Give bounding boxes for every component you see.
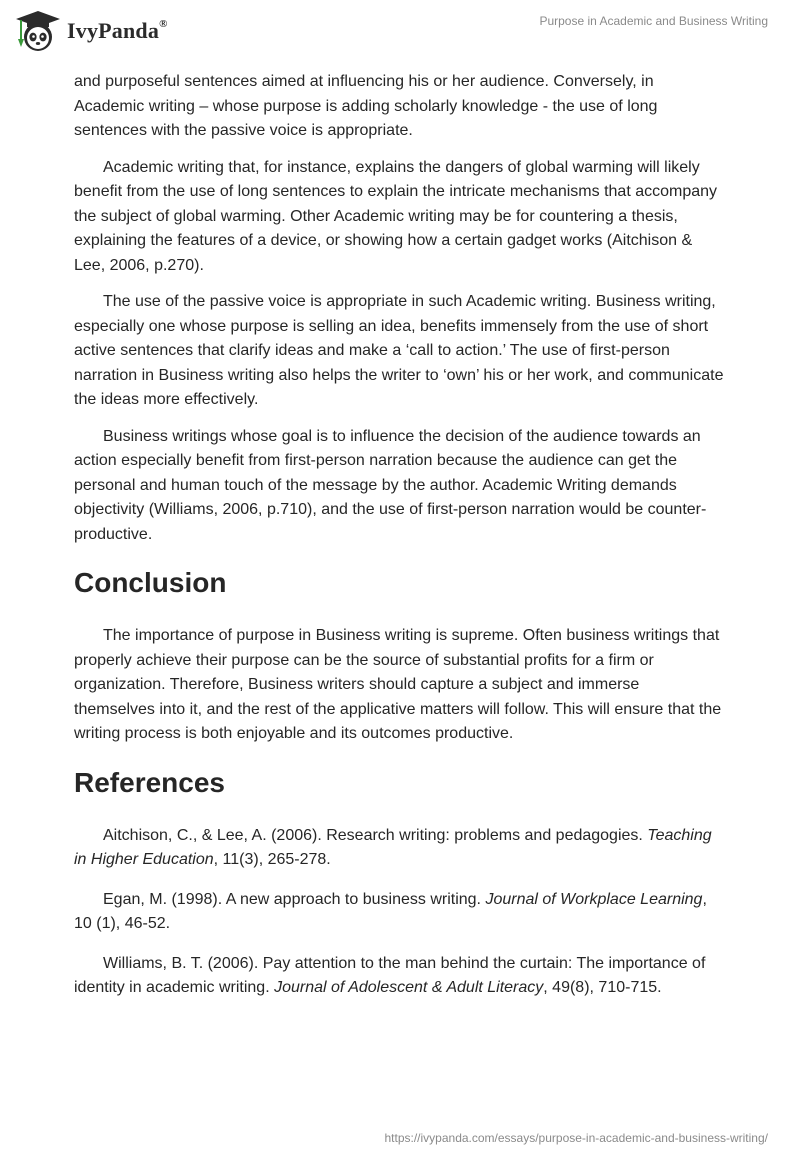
document-title: Purpose in Academic and Business Writing — [539, 14, 768, 28]
reference-item: Aitchison, C., & Lee, A. (2006). Research writing: problems and pedagogies. Teaching in Higher Education, 11(3), 265-278. — [74, 826, 712, 868]
reference-source: Journal of Workplace Learning — [485, 890, 703, 908]
essay-content — [74, 70, 724, 1016]
panda-graduate-icon — [14, 9, 62, 53]
reference-source: Teaching in Higher Education — [74, 826, 712, 868]
source-url[interactable]: https://ivypanda.com/essays/purpose-in-academic-and-business-writing/ — [384, 1131, 768, 1145]
ivypanda-logo[interactable] — [14, 9, 168, 53]
conclusion-heading: Conclusion — [74, 567, 227, 598]
page-header — [0, 0, 800, 66]
conclusion-paragraph: The importance of purpose in Business writing is supreme. Often business writings that properly achieve their purpose can be the source of substantial profits for a firm or organization. Therefore, Business writers should capture a subject and immerse themselves into it, and the rest of the applicative matters will follow. This will ensure that the writing process is both enjoyable and its outcomes productive. — [74, 627, 722, 742]
brand-name: IvyPanda® — [67, 17, 168, 43]
references-heading: References — [74, 766, 225, 798]
reference-source: Journal of Adolescent & Adult Literacy — [274, 979, 544, 996]
body-paragraph: Academic writing that, for instance, explains the dangers of global warming will likely benefit from the use of long sentences to explain the intricate mechanisms that accompany the subject of global warming. Other Academic writing may be for countering a thesis, explaining the features of a device, or showing how a certain gadget works (Aitchison & Lee, 2006, p.270). — [74, 158, 718, 274]
body-paragraph: and purposeful sentences aimed at influencing his or her audience. Conversely, in Academic writing – whose purpose is adding scholarly knowledge - the use of long sentences with the passive voice is appropriate. — [74, 73, 658, 139]
reference-item: Egan, M. (1998). A new approach to business writing. Journal of Workplace Learning, 10 (1), 46-52. — [74, 890, 707, 932]
body-paragraph: The use of the passive voice is appropriate in such Academic writing. Business writing, especially one whose purpose is selling an idea, benefits immensely from the use of short active sentences that clarify ideas and make a ‘call to action.’ The use of first-person narration in Business writing also helps the writer to ‘own’ his or her work, and communicate the ideas more effectively. — [74, 293, 724, 408]
body-paragraph: Business writings whose goal is to influence the decision of the audience towards an action especially benefit from first-person narration because the audience can get the personal and human touch of the message by the author. Academic Writing demands objectivity (Williams, 2006, p.710), and the use of first-person narration would be counter-productive. — [74, 427, 707, 543]
reference-item: Williams, B. T. (2006). Pay attention to the man behind the curtain: The importance of identity in academic writing. Journal of Adolescent & Adult Literacy, 49(8), 710-715. — [74, 954, 706, 996]
